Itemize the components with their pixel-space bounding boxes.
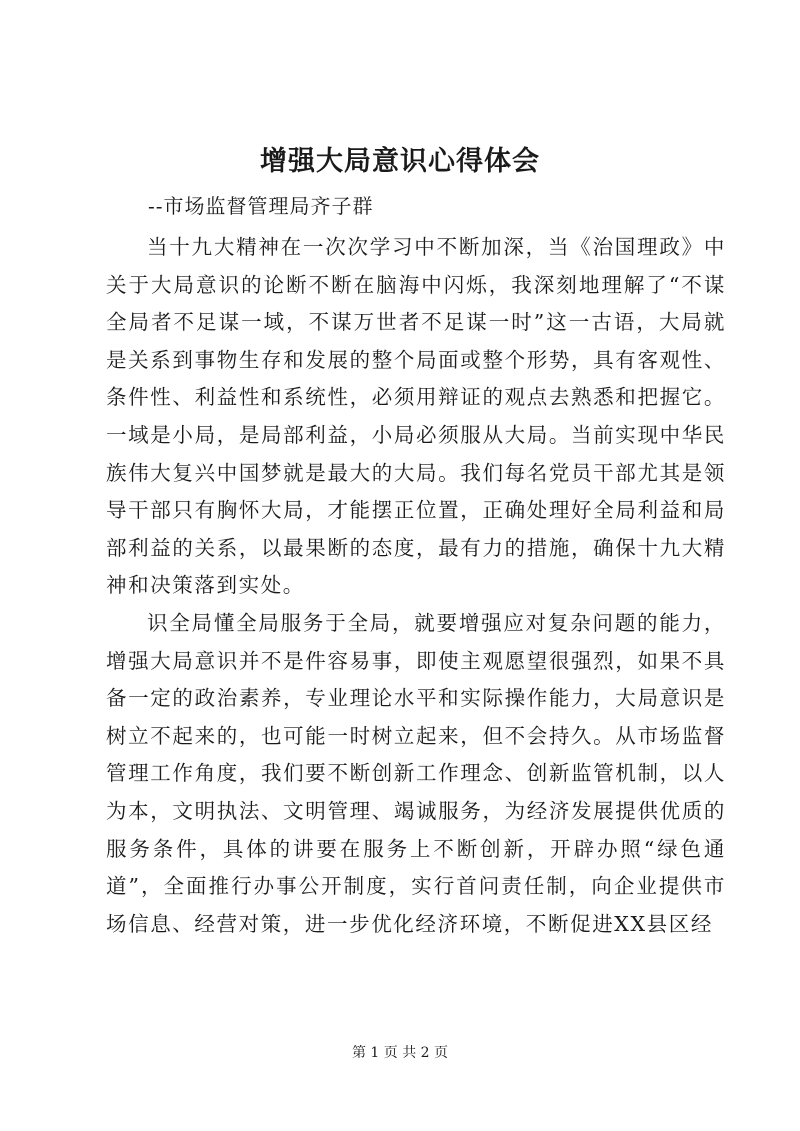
- author-line: --市场监督管理局齐子群: [148, 194, 374, 218]
- page-number-footer: 第 1 页 共 2 页: [351, 1045, 449, 1061]
- body-paragraph-1: 当十九大精神在一次次学习中不断加深，当《治国理政》中关于大局意识的论断不断在脑海中闪烁，我深刻地理解了“不谋全局者不足谋一域，不谋万世者不足谋一时”这一古语，大局就是关系到事物生存和发展的整个局面或整个形势，具有客观性、条件性、利益性和系统性，必须用辩证的观点去熟悉和把握它。一域是小局，是局部利益，小局必须服从大局。当前实现中华民族伟大复兴中国梦就是最大的大局。我们每名党员干部尤其是领导干部只有胸怀大局，才能摆正位置，正确处理好全局利益和局部利益的关系，以最果断的态度，最有力的措施，确保十九大精神和决策落到实处。: [106, 235, 726, 598]
- page-title: 增强大局意识心得体会: [260, 146, 540, 177]
- body-paragraph-2: 识全局懂全局服务于全局，就要增强应对复杂问题的能力，增强大局意识并不是件容易事，即使主观愿望很强烈，如果不具备一定的政治素养，专业理论水平和实际操作能力，大局意识是树立不起来的，也可能一时树立起来，但不会持久。从市场监督管理工作角度，我们要不断创新工作理念、创新监管机制，以人为本，文明执法、文明管理、竭诚服务，为经济发展提供优质的服务条件，具体的讲要在服务上不断创新，开辟办照“绿色通道”，全面推行办事公开制度，实行首问责任制，向企业提供市场信息、经营对策，进一步优化经济环境，不断促进XX县区经: [106, 611, 726, 936]
